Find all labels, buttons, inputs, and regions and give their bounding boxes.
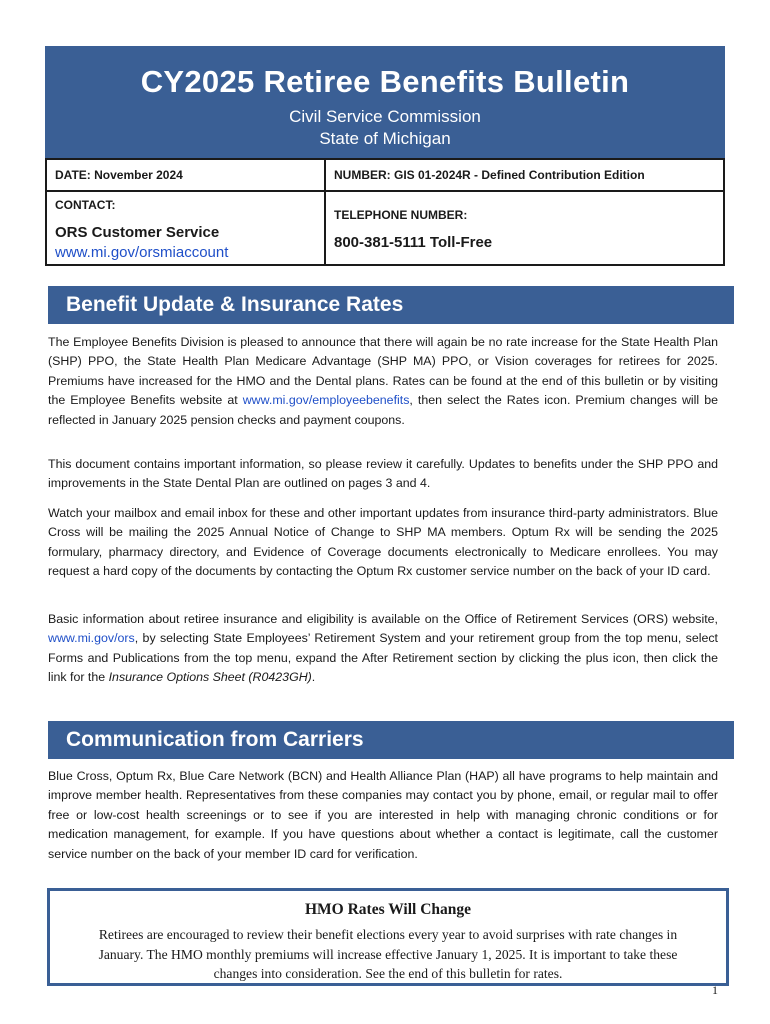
paragraph-text: . bbox=[311, 670, 316, 685]
insurance-options-sheet-title: Insurance Options Sheet (R0423GH) bbox=[108, 670, 312, 685]
employee-benefits-link[interactable]: www.mi.gov/employeebenefits bbox=[242, 393, 410, 408]
paragraph-text: Basic information about retiree insurance and eligibility is available on the Office of Retirement Services (ORS) website, bbox=[48, 612, 718, 626]
info-row-contact bbox=[47, 192, 723, 264]
paragraph-rates bbox=[48, 333, 718, 430]
contact-label: CONTACT: bbox=[55, 198, 116, 212]
date-label: DATE: November 2024 bbox=[55, 168, 183, 182]
paragraph-carriers: Blue Cross, Optum Rx, Blue Care Network (BCN) and Health Alliance Plan (HAP) all have programs to help maintain and improve member health. Representatives from these companies may contact you by phone, email, or regular mail to offer free or low-cost health screenings or to see if you are interested in help with managing chronic conditions or for medication management, for example. If you have questions about whether a contact is legitimate, call the customer service number on the back of your member ID card for verification. bbox=[48, 769, 718, 861]
paragraph-text: , by selecting State Employees’ Retirement System and your retirement group from the top menu, select Forms and Publications from the top menu, expand the After Retirement section by clicking the plus icon, then click the link for the bbox=[48, 631, 718, 685]
number-label: NUMBER: GIS 01-2024R - Defined Contribution Edition bbox=[334, 168, 645, 182]
table-divider bbox=[324, 160, 326, 264]
section-heading-benefit-update: Benefit Update & Insurance Rates bbox=[48, 286, 734, 324]
contact-name: ORS Customer Service bbox=[55, 224, 220, 241]
paragraph-mailbox: Watch your mailbox and email inbox for these and other important updates from insurance third-party administrators. Blue Cross will be mailing the 2025 Annual Notice of Change to SHP MA members. Optum Rx will be sending the 2025 formulary, pharmacy directory, and Evidence of Coverage documents electronically to Medicare enrollees. You may request a hard copy of the documents by contacting the Optum Rx customer service number on the back of your ID card. bbox=[48, 506, 718, 579]
paragraph-review: This document contains important information, so please review it carefully. Updates to benefits under the SHP PPO and improvements in the State Dental Plan are outlined on pages 3 and 4. bbox=[48, 457, 718, 491]
paragraph-text: , then select the Rates icon. Premium changes will be reflected in January 2025 pension checks and payment coupons. bbox=[48, 393, 719, 427]
paragraph-text: The Employee Benefits Division is pleased to announce that there will again be no rate increase for the State Health Plan (SHP) PPO, the State Health Plan Medicare Advantage (SHP MA) PPO, or Vision coverages for retirees for 2025. Premiums have increased for the HMO and the Dental plans. Rates can be found at the end of this bulletin or by visiting the Employee Benefits website at bbox=[48, 335, 718, 408]
contact-link[interactable]: www.mi.gov/orsmiaccount bbox=[55, 244, 229, 261]
phone-label: TELEPHONE NUMBER: bbox=[334, 208, 468, 222]
info-table bbox=[45, 158, 725, 266]
bulletin-header bbox=[45, 46, 725, 158]
hmo-rates-callout bbox=[47, 888, 729, 986]
callout-title: HMO Rates Will Change bbox=[304, 901, 472, 918]
section-heading-carriers: Communication from Carriers bbox=[48, 721, 734, 759]
callout-body: Retirees are encouraged to review their benefit elections every year to avoid surprises with rate changes in January. The HMO monthly premiums will increase effective January 1, 2025. It is important to take these changes into consideration. See the end of this bulletin for rates. bbox=[98, 927, 678, 981]
page-number: 1 bbox=[712, 983, 718, 997]
phone-number: 800-381-5111 Toll-Free bbox=[334, 234, 493, 251]
ors-link[interactable]: www.mi.gov/ors bbox=[48, 631, 135, 646]
org-name: Civil Service Commission bbox=[289, 107, 481, 126]
paragraph-ors-info bbox=[48, 610, 718, 688]
info-row-date bbox=[47, 160, 723, 192]
state-name: State of Michigan bbox=[319, 129, 451, 148]
bulletin-title: CY2025 Retiree Benefits Bulletin bbox=[140, 64, 630, 99]
